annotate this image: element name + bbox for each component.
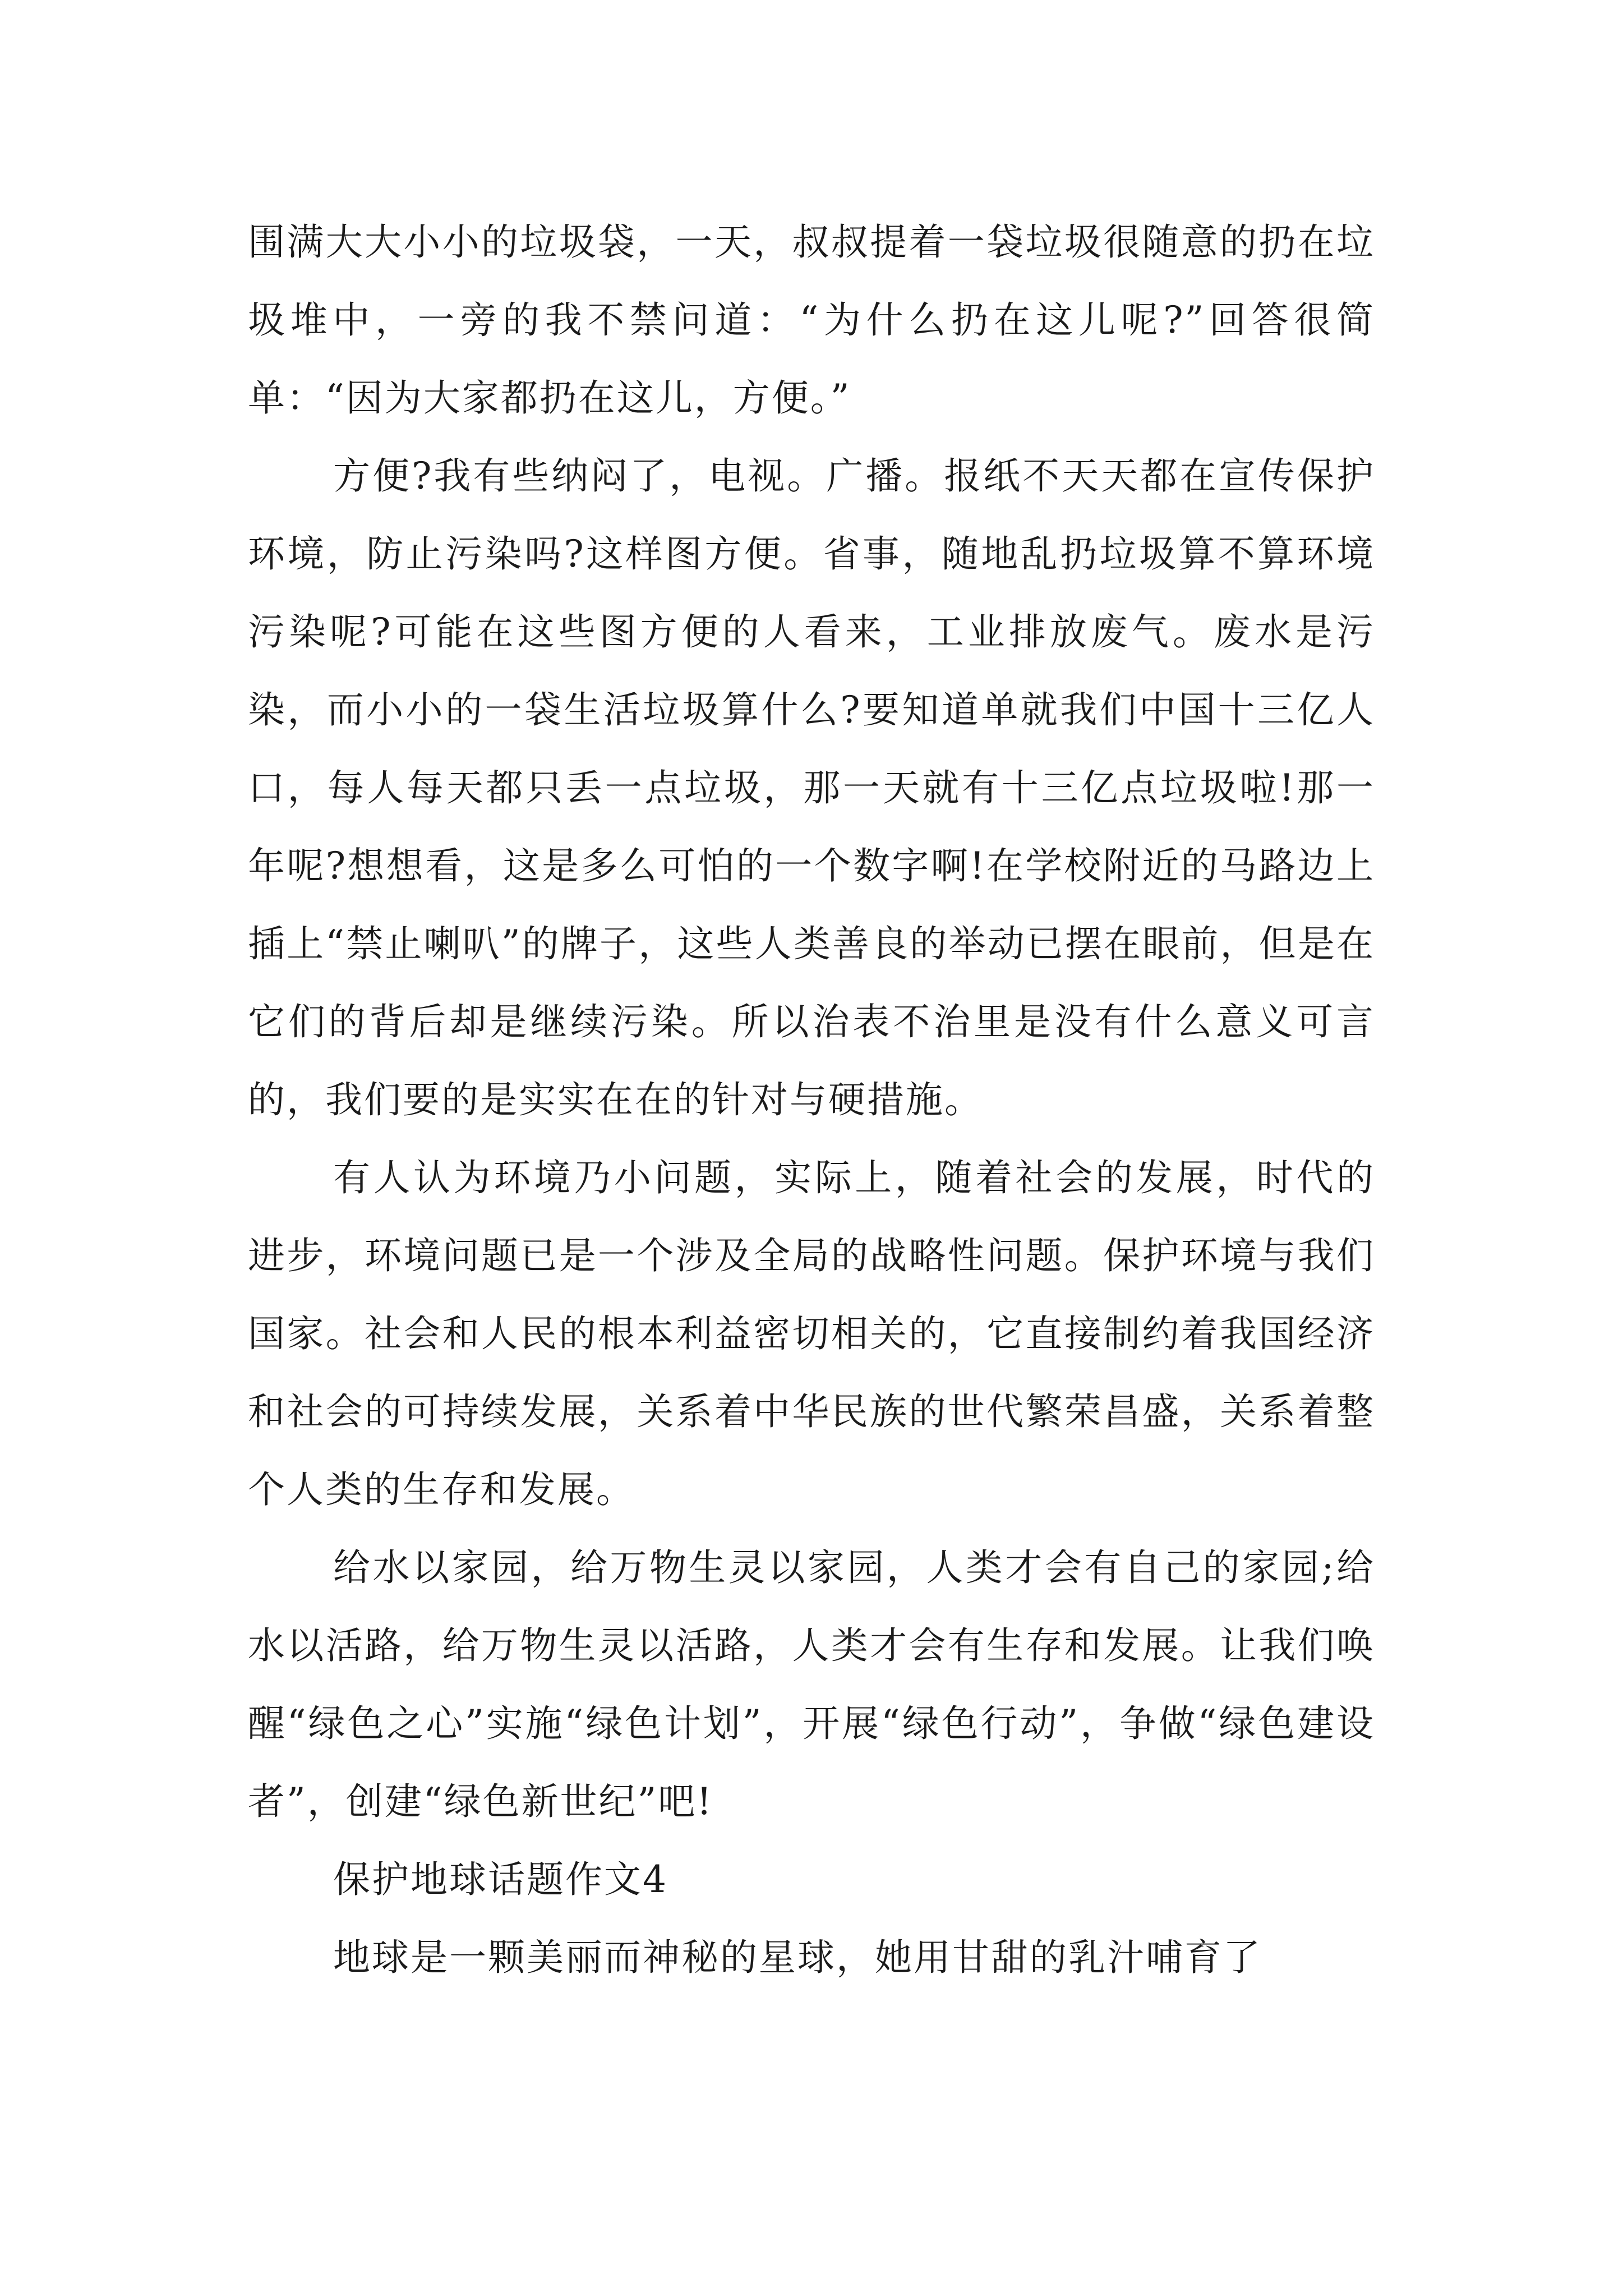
paragraph-3: 有人认为环境乃小问题，实际上，随着社会的发展，时代的进步，环境问题已是一个涉及全局的战略性问题。保护环境与我们国家。社会和人民的根本利益密切相关的，它直接制约着我国经济和社会的可持续发展，关系着中华民族的世代繁荣昌盛，关系着整个人类的生存和发展。 [248, 1156, 1375, 1511]
section-heading: 保护地球话题作文4 [333, 1858, 668, 1901]
paragraph-1: 围满大大小小的垃圾袋，一天，叔叔提着一袋垃圾很随意的扔在垃圾堆中，一旁的我不禁问道：“为什么扔在这儿呢?”回答很简单：“因为大家都扔在这儿，方便。” [248, 220, 1375, 420]
paragraph-2: 方便?我有些纳闷了，电视。广播。报纸不天天都在宣传保护环境，防止污染吗?这样图方便。省事，随地乱扔垃圾算不算环境污染呢?可能在这些图方便的人看来，工业排放废气。废水是污染，而小小的一袋生活垃圾算什么?要知道单就我们中国十三亿人口，每人每天都只丢一点垃圾，那一天就有十三亿点垃圾啦!那一年呢?想想看，这是多么可怕的一个数字啊!在学校附近的马路边上插上“禁止喇叭”的牌子，这些人类善良的举动已摆在眼前，但是在它们的背后却是继续污染。所以治表不治里是没有什么意义可言的，我们要的是实实在在的针对与硬措施。 [248, 454, 1375, 1121]
paragraph-4: 给水以家园，给万物生灵以家园，人类才会有自己的家园;给水以活路，给万物生灵以活路，人类才会有生存和发展。让我们唤醒“绿色之心”实施“绿色计划”，开展“绿色行动”，争做“绿色建设者”，创建“绿色新世纪”吧! [248, 1546, 1375, 1823]
document-body [248, 203, 1375, 1996]
paragraph-5: 地球是一颗美丽而神秘的星球，她用甘甜的乳汁哺育了 [333, 1936, 1262, 1979]
